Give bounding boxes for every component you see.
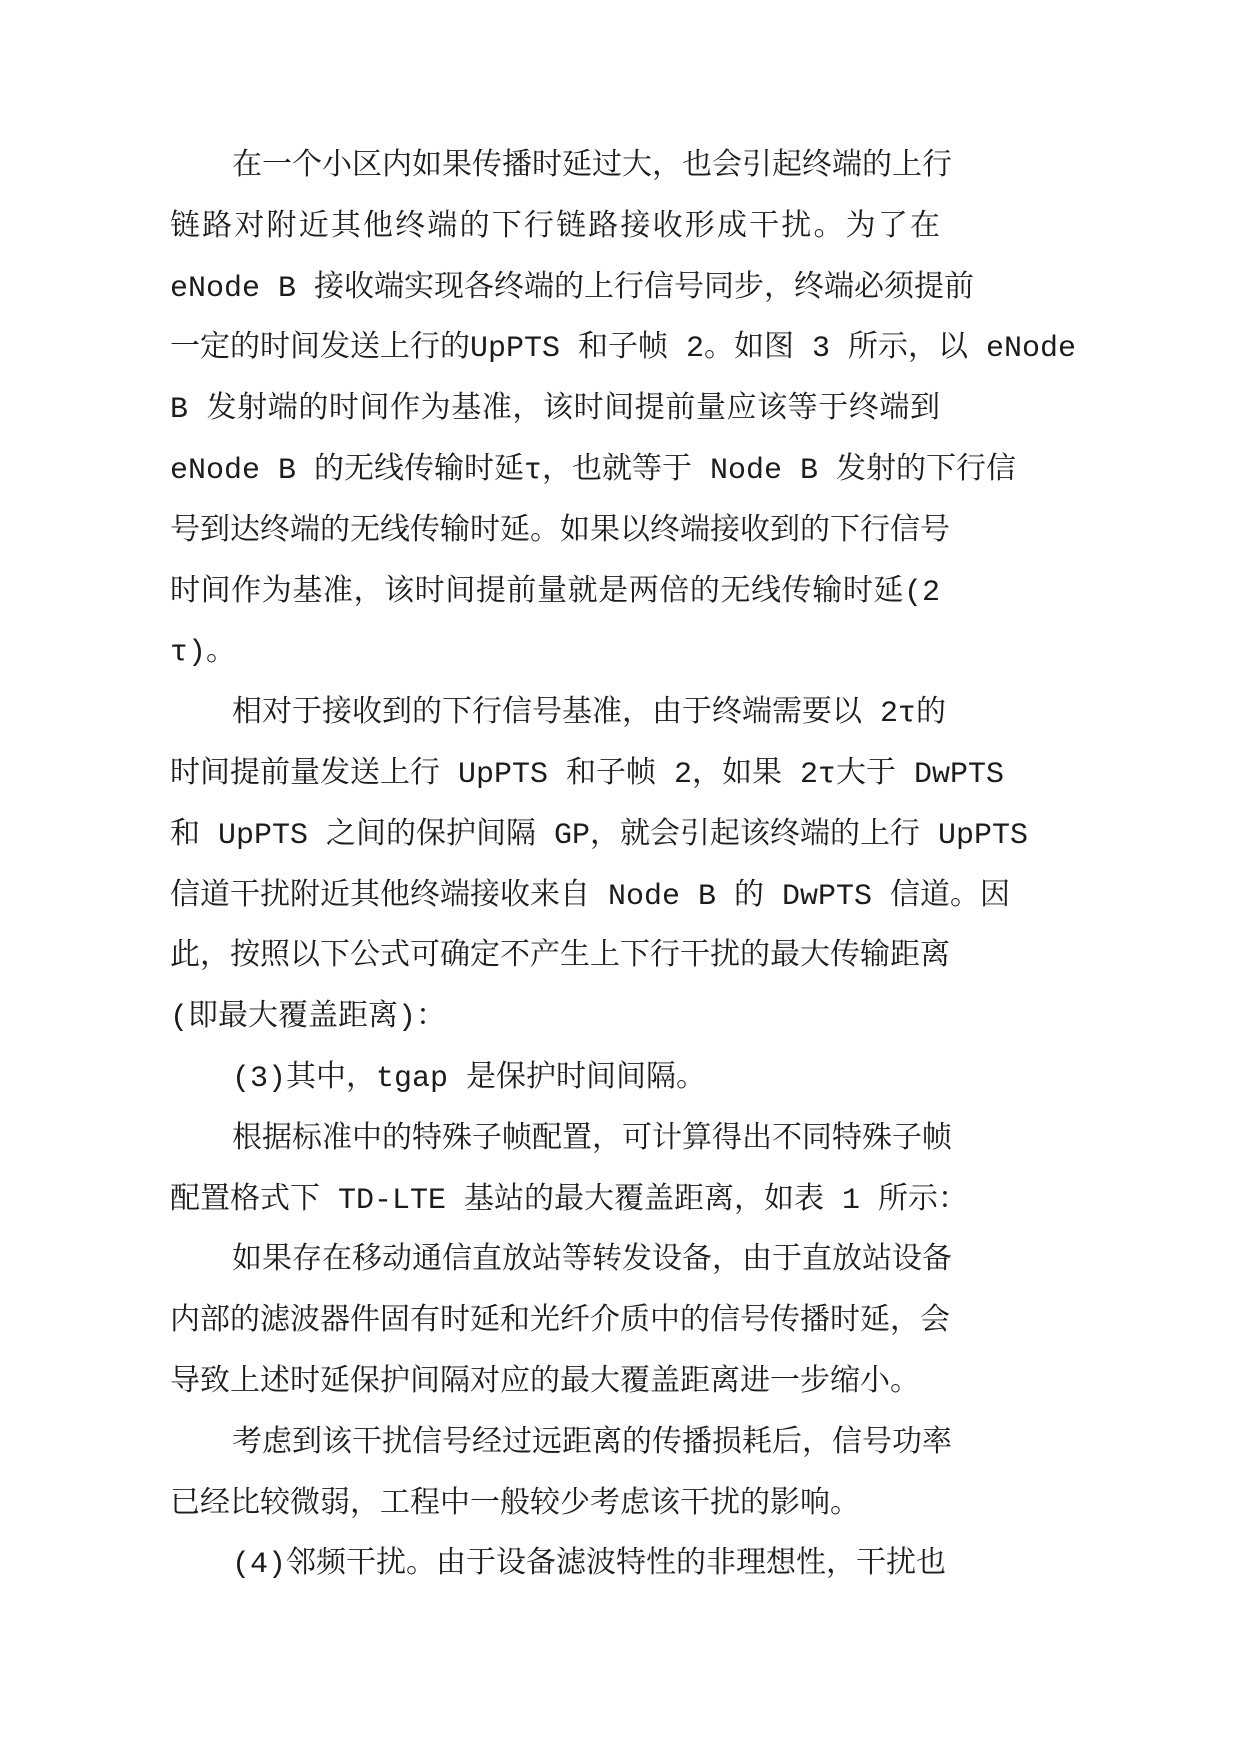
text-line: 在一个小区内如果传播时延过大，也会引起终端的上行: [232, 150, 952, 184]
text-line: 链路对附近其他终端的下行链路接收形成干扰。为了在: [170, 210, 940, 245]
text-line: τ)。: [170, 636, 237, 671]
text-line: 和 UpPTS 之间的保护间隔 GP，就会引起该终端的上行 UpPTS: [170, 818, 1029, 853]
text-line: B 发射端的时间作为基准，该时间提前量应该等于终端到: [170, 393, 940, 428]
text-line: 时间提前量发送上行 UpPTS 和子帧 2，如果 2τ大于 DwPTS: [170, 757, 1005, 792]
text-line: 相对于接收到的下行信号基准，由于终端需要以 2τ的: [232, 697, 947, 732]
text-line: 一定的时间发送上行的UpPTS 和子帧 2。如图 3 所示，以 eNode: [170, 332, 1077, 367]
text-line: eNode B 的无线传输时延τ，也就等于 Node B 发射的下行信: [170, 453, 1017, 488]
text-line: 如果存在移动通信直放站等转发设备，由于直放站设备: [232, 1244, 952, 1279]
text-line: 考虑到该干扰信号经过远距离的传播损耗后，信号功率: [232, 1426, 952, 1461]
text-line: 导致上述时延保护间隔对应的最大覆盖距离进一步缩小。: [170, 1365, 920, 1400]
paragraph-repeater: [170, 1231, 952, 1413]
text-line: 已经比较微弱，工程中一般较少考虑该干扰的影响。: [170, 1487, 860, 1522]
body-text: [170, 137, 1077, 1596]
text-line: (3)其中，tgap 是保护时间间隔。: [232, 1061, 707, 1096]
paragraph-weak-signal: [170, 1414, 952, 1536]
text-line: 根据标准中的特殊子帧配置，可计算得出不同特殊子帧: [232, 1122, 952, 1157]
text-line: 此，按照以下公式可确定不产生上下行干扰的最大传输距离: [170, 940, 950, 975]
paragraph-timing-advance: [170, 684, 1029, 1049]
paragraph-adjacent-channel: [170, 1535, 947, 1596]
text-line: 配置格式下 TD-LTE 基站的最大覆盖距离，如表 1 所示：: [170, 1183, 969, 1218]
paragraph-formula-note: [170, 1049, 940, 1110]
text-line: 时间作为基准，该时间提前量就是两倍的无线传输时延(2: [170, 575, 940, 610]
text-line: (即最大覆盖距离)：: [170, 1001, 447, 1036]
paragraph-special-subframe: [170, 1110, 969, 1232]
text-line: 内部的滤波器件固有时延和光纤介质中的信号传播时延，会: [170, 1305, 950, 1340]
text-line: 信道干扰附近其他终端接收来自 Node B 的 DwPTS 信道。因: [170, 879, 1011, 914]
paragraph-propagation-delay: [170, 137, 1077, 684]
text-line: 号到达终端的无线传输时延。如果以终端接收到的下行信号: [170, 514, 950, 549]
text-line: (4)邻频干扰。由于设备滤波特性的非理想性，干扰也: [232, 1548, 947, 1583]
text-line: eNode B 接收端实现各终端的上行信号同步，终端必须提前: [170, 271, 975, 306]
